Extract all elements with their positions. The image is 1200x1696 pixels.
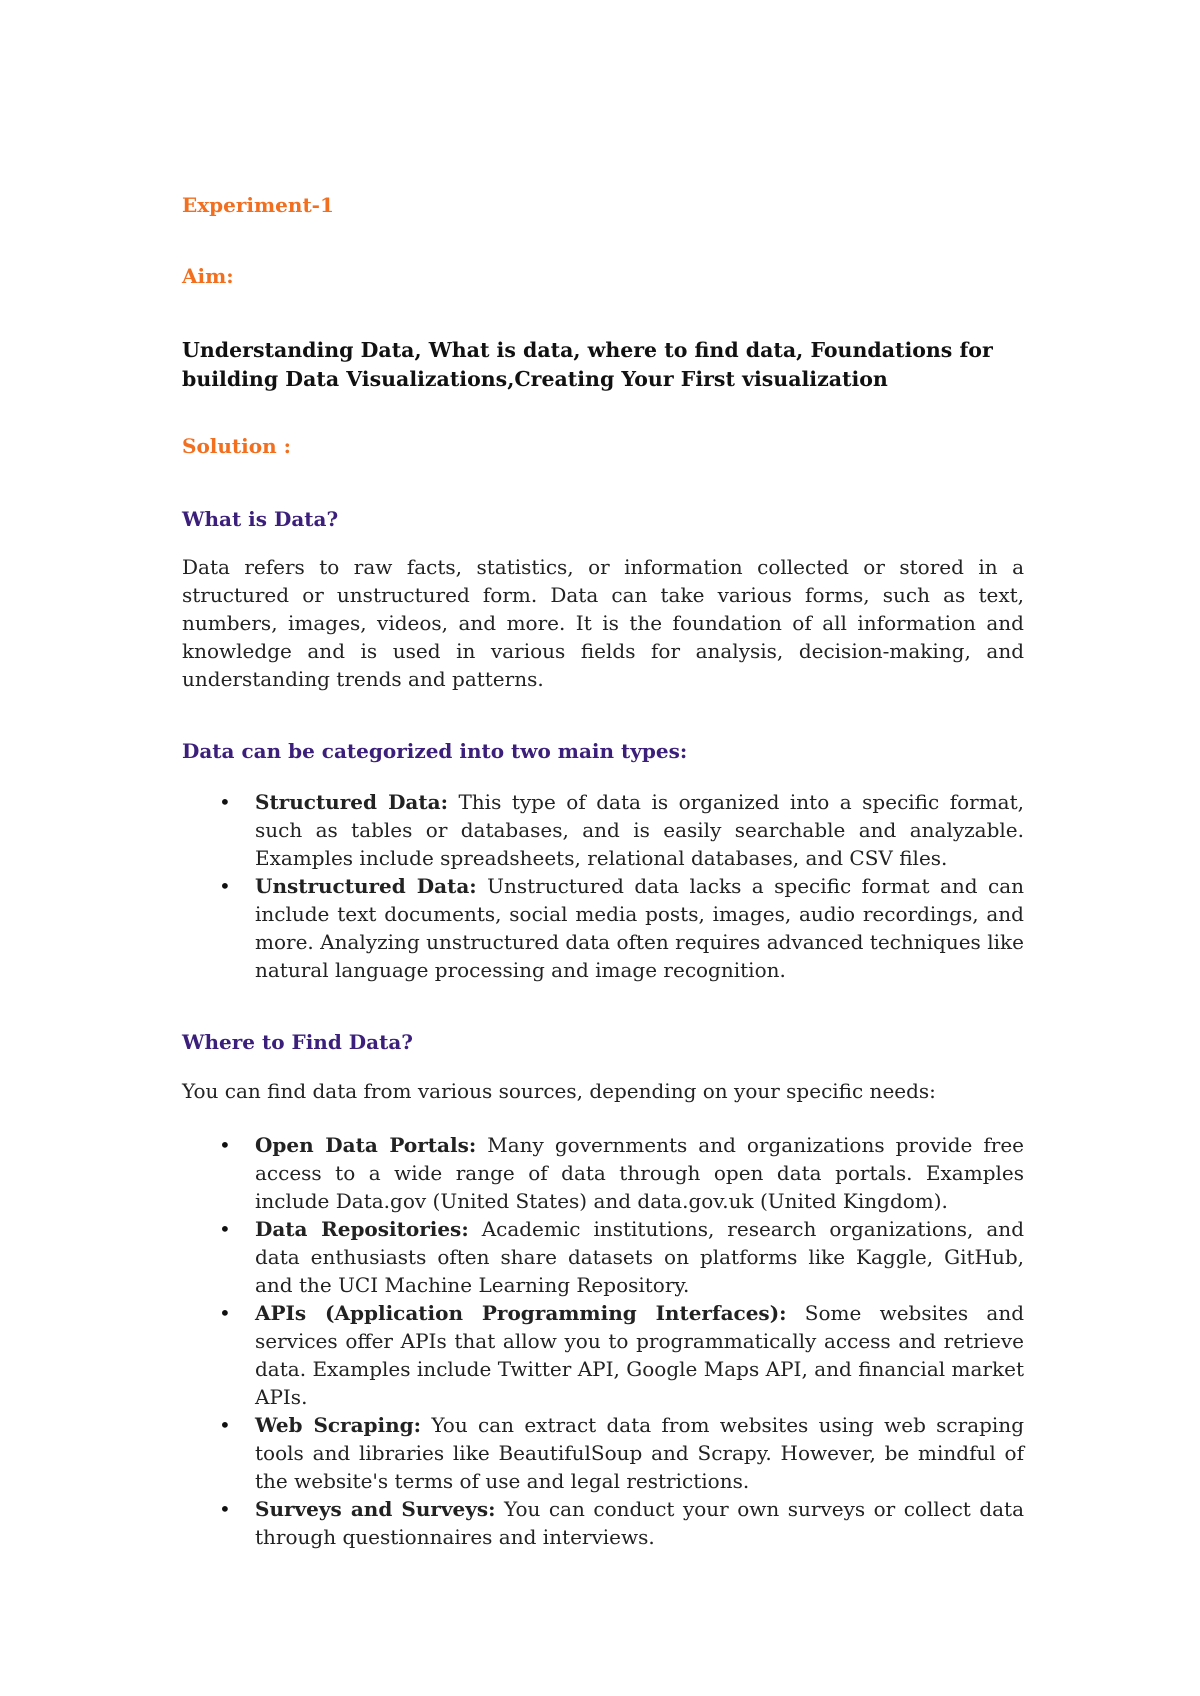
document-content (182, 192, 1024, 1551)
list-item-text: Some websites and services offer APIs that allow you to programmatically access and retrieve data. Examples include Twitter API, Google Maps API, and financial market APIs. (255, 1301, 1024, 1409)
list-item-term: Web Scraping: (255, 1413, 422, 1437)
list-item (182, 872, 1024, 984)
list-item (182, 788, 1024, 872)
what-is-data-heading: What is Data? (182, 507, 339, 531)
where-to-find-intro: You can find data from various sources, depending on your specific needs: (182, 1079, 936, 1103)
data-types-heading: Data can be categorized into two main types: (182, 739, 688, 763)
what-is-data-paragraph: Data refers to raw facts, statistics, or information collected or stored in a structured or unstructured form. Data can take various forms, such as text, numbers, images, videos, and more. It is the foundation of all information and knowledge and is used in various fields for analysis, decision-making, and understanding trends and patterns. (182, 555, 1024, 691)
bullet-icon: • (219, 874, 231, 898)
list-item (182, 1131, 1024, 1215)
aim-label: Aim: (182, 264, 234, 288)
list-item-term: Data Repositories: (255, 1217, 469, 1241)
list-item-term: APIs (Application Programming Interfaces): (255, 1301, 787, 1325)
list-item-term: Surveys and Surveys: (255, 1497, 496, 1521)
list-item-text: This type of data is organized into a specific format, such as tables or databases, and is easily searchable and analyzable. Examples include spreadsheets, relational databases, and CSV files. (255, 790, 1024, 870)
where-to-find-heading: Where to Find Data? (182, 1030, 413, 1054)
list-item-term: Unstructured Data: (255, 874, 477, 898)
list-item (182, 1495, 1024, 1551)
list-item-text: Unstructured data lacks a specific format and can include text documents, social media posts, images, audio recordings, and more. Analyzing unstructured data often requires advanced techniques like natural language processing and image recognition. (255, 874, 1024, 982)
solution-label: Solution : (182, 434, 291, 458)
list-item-text: You can extract data from websites using web scraping tools and libraries like BeautifulSoup and Scrapy. However, be mindful of the website's terms of use and legal restrictions. (255, 1413, 1024, 1493)
experiment-title: Experiment-1 (182, 193, 334, 217)
bullet-icon: • (219, 790, 231, 814)
list-item-term: Structured Data: (255, 790, 448, 814)
bullet-icon: • (219, 1217, 231, 1241)
bullet-icon: • (219, 1301, 231, 1325)
list-item-text: Academic institutions, research organizations, and data enthusiasts often share datasets on platforms like Kaggle, GitHub, and the UCI Machine Learning Repository. (255, 1217, 1024, 1297)
bullet-icon: • (219, 1133, 231, 1157)
bullet-icon: • (219, 1497, 231, 1521)
list-item (182, 1411, 1024, 1495)
aim-text: Understanding Data, What is data, where to find data, Foundations for building Data Visualizations,Creating Your First visualization (182, 338, 993, 391)
list-item-text: Many governments and organizations provide free access to a wide range of data through open data portals. Examples include Data.gov (United States) and data.gov.uk (United Kingdom). (255, 1133, 1024, 1213)
list-item-term: Open Data Portals: (255, 1133, 477, 1157)
list-item-text: You can conduct your own surveys or collect data through questionnaires and interviews. (255, 1497, 1025, 1549)
data-sources-list (182, 1131, 1024, 1551)
list-item (182, 1215, 1024, 1299)
list-item (182, 1299, 1024, 1411)
data-types-list (182, 788, 1024, 984)
bullet-icon: • (219, 1413, 231, 1437)
